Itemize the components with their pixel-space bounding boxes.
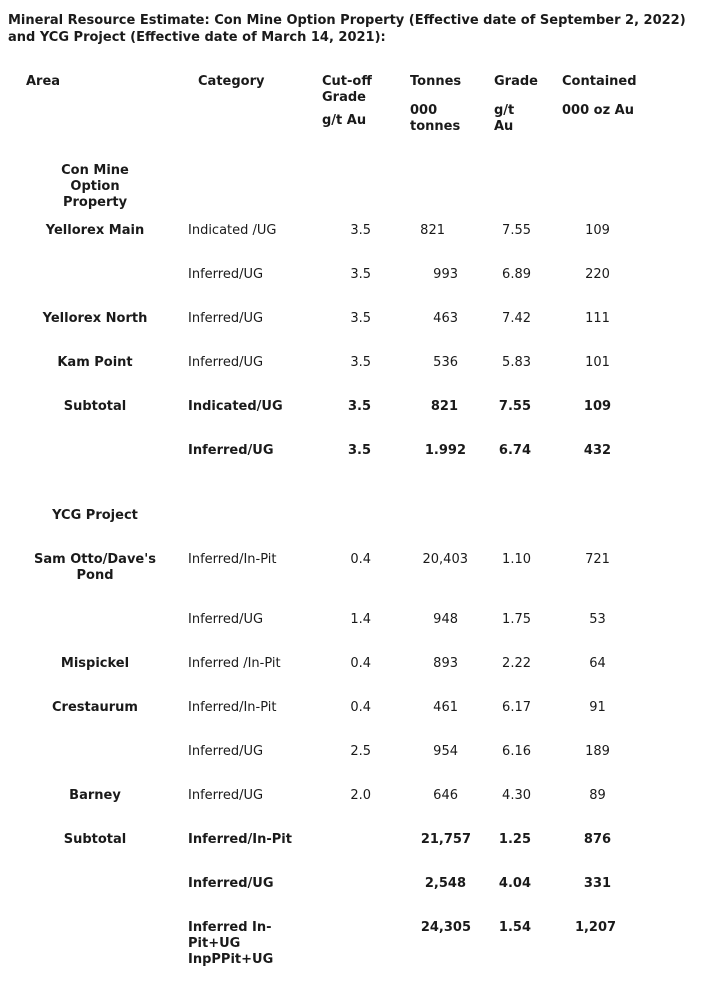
row-grade: 6.17 xyxy=(502,700,531,715)
row-grade: 7.55 xyxy=(498,399,531,414)
header-tonnes-unit2: tonnes xyxy=(410,119,461,134)
row-cutoff: 3.5 xyxy=(347,443,371,458)
header-cutoff xyxy=(322,74,372,129)
row-cutoff: 3.5 xyxy=(347,399,371,414)
row-cutoff: 3.5 xyxy=(350,223,371,238)
header-area: Area xyxy=(26,74,61,89)
header-tonnes-label: Tonnes xyxy=(410,74,462,89)
header-cutoff-line1: Cut-off xyxy=(322,74,372,89)
row-contained: 876 xyxy=(583,832,612,847)
row-grade: 1.25 xyxy=(498,832,531,847)
row-cutoff: 3.5 xyxy=(350,355,371,370)
row-cutoff: 3.5 xyxy=(350,267,371,282)
header-grade xyxy=(494,74,538,135)
row-grade: 6.89 xyxy=(502,267,531,282)
page-title: Mineral Resource Estimate: Con Mine Option Property (Effective date of September 2, 2022) and YCG Project (Effective date of March 14, 2021): xyxy=(8,13,686,45)
header-grade-unit2: Au xyxy=(494,119,514,134)
row-tonnes: 463 xyxy=(433,311,458,326)
header-tonnes xyxy=(410,74,461,135)
row-cutoff: 2.5 xyxy=(350,744,371,759)
row-tonnes: 2,548 xyxy=(424,876,466,891)
row-category: Indicated/UG xyxy=(188,399,283,414)
header-grade-label: Grade xyxy=(494,74,538,89)
row-category: Inferred/UG xyxy=(188,311,264,326)
row-contained: 64 xyxy=(589,656,606,671)
row-category: Inferred /In-Pit xyxy=(188,656,281,671)
row-contained: 331 xyxy=(583,876,612,891)
row-contained: 89 xyxy=(589,788,606,803)
row-grade: 5.83 xyxy=(502,355,531,370)
row-grade: 2.22 xyxy=(502,656,531,671)
row-tonnes: 20,403 xyxy=(422,552,468,567)
row-contained: 432 xyxy=(583,443,612,458)
row-category: Inferred/UG xyxy=(188,443,274,458)
row-contained: 101 xyxy=(585,355,610,370)
row-grade: 4.30 xyxy=(502,788,531,803)
row-category: Inferred/UG xyxy=(188,355,264,370)
row-tonnes: 954 xyxy=(433,744,458,759)
row-category: Inferred/UG xyxy=(188,267,264,282)
row-tonnes: 821 xyxy=(430,399,458,414)
row-contained: 721 xyxy=(585,552,610,567)
header-cutoff-unit: g/t Au xyxy=(322,113,367,128)
header-contained xyxy=(562,74,637,119)
header-grade-unit1: g/t xyxy=(494,103,515,118)
row-tonnes: 646 xyxy=(433,788,458,803)
row-contained: 220 xyxy=(585,267,610,282)
row-area: Subtotal xyxy=(63,399,127,414)
row-grade: 7.55 xyxy=(502,223,531,238)
row-tonnes: 893 xyxy=(433,656,458,671)
header-tonnes-unit1: 000 xyxy=(410,103,438,118)
row-cutoff: 2.0 xyxy=(350,788,371,803)
row-tonnes: 24,305 xyxy=(420,920,471,935)
row-grade: 4.04 xyxy=(498,876,531,891)
row-category: Inferred/In-Pit xyxy=(188,552,277,567)
row-contained: 53 xyxy=(589,612,606,627)
row-area: Yellorex Main xyxy=(45,223,145,238)
row-tonnes: 21,757 xyxy=(420,832,471,847)
row-area: Sam Otto/Dave's Pond xyxy=(34,552,156,583)
row-contained: 109 xyxy=(583,399,612,414)
row-category: Inferred/UG xyxy=(188,744,264,759)
row-contained: 111 xyxy=(585,311,610,326)
section-heading-con: Con Mine Option Property xyxy=(61,163,129,210)
row-cutoff: 3.5 xyxy=(350,311,371,326)
row-contained: 109 xyxy=(585,223,610,238)
row-area: Yellorex North xyxy=(42,311,148,326)
row-tonnes: 1.992 xyxy=(424,443,466,458)
row-tonnes: 536 xyxy=(433,355,458,370)
row-area: Barney xyxy=(69,788,121,803)
row-cutoff: 0.4 xyxy=(350,552,371,567)
header-contained-label: Contained xyxy=(562,74,637,89)
row-tonnes: 821 xyxy=(420,223,445,238)
row-grade: 1.10 xyxy=(502,552,531,567)
row-area: Mispickel xyxy=(60,656,130,671)
section-heading-ycg: YCG Project xyxy=(52,508,138,523)
row-cutoff: 0.4 xyxy=(350,700,371,715)
row-category: Inferred/In-Pit xyxy=(188,700,277,715)
row-category: Inferred In-Pit+UG InpPPit+UG xyxy=(188,920,274,967)
row-tonnes: 993 xyxy=(433,267,458,282)
row-category: Inferred/UG xyxy=(188,612,264,627)
row-tonnes: 461 xyxy=(433,700,458,715)
row-category: Inferred/In-Pit xyxy=(188,832,292,847)
row-grade: 1.75 xyxy=(502,612,531,627)
row-area: Kam Point xyxy=(57,355,133,370)
row-area: Subtotal xyxy=(63,832,127,847)
row-tonnes: 948 xyxy=(433,612,458,627)
row-category: Inferred/UG xyxy=(188,788,264,803)
row-category: Indicated /UG xyxy=(188,223,277,238)
header-cutoff-line2: Grade xyxy=(322,90,366,105)
row-category: Inferred/UG xyxy=(188,876,274,891)
row-cutoff: 1.4 xyxy=(350,612,371,627)
row-cutoff: 0.4 xyxy=(350,656,371,671)
row-grade: 6.16 xyxy=(502,744,531,759)
row-grade: 1.54 xyxy=(498,920,531,935)
row-area: Crestaurum xyxy=(52,700,138,715)
row-grade: 6.74 xyxy=(498,443,531,458)
row-contained: 189 xyxy=(585,744,610,759)
row-contained: 1,207 xyxy=(574,920,617,935)
header-contained-unit: 000 oz Au xyxy=(562,103,635,118)
row-contained: 91 xyxy=(589,700,606,715)
row-grade: 7.42 xyxy=(502,311,531,326)
header-category: Category xyxy=(198,74,265,89)
